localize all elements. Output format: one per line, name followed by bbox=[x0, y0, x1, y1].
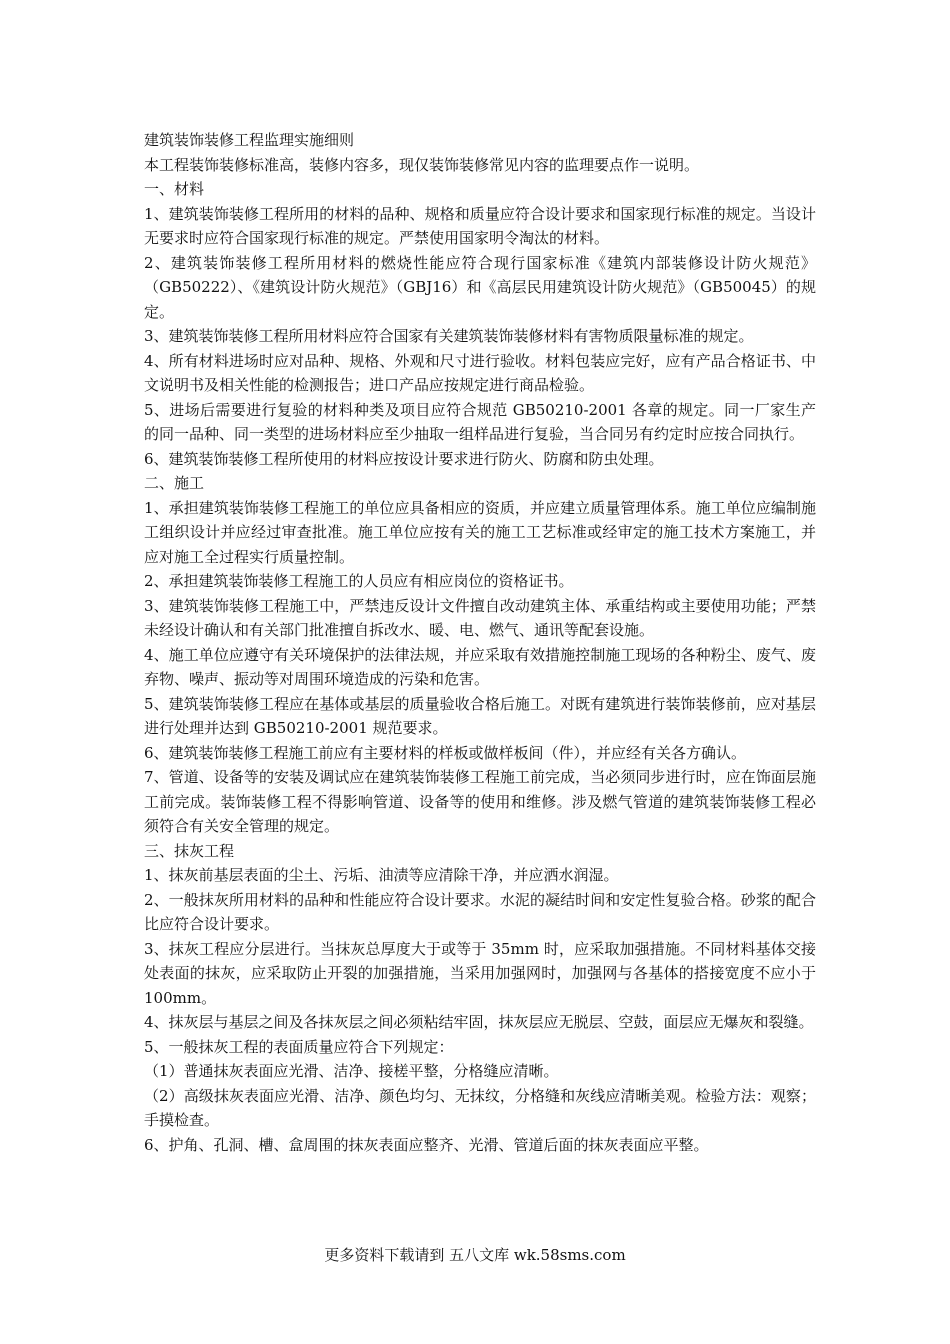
paragraph: 3、建筑装饰装修工程所用材料应符合国家有关建筑装饰装修材料有害物质限量标准的规定。 bbox=[144, 327, 754, 345]
paragraph: 1、承担建筑装饰装修工程施工的单位应具备相应的资质，并应建立质量管理体系。施工单位应编制施工组织设计并应经过审查批准。施工单位应按有关的施工工艺标准或经审定的施工技术方案施工，并应对施工全过程实行质量控制。 bbox=[144, 498, 816, 566]
paragraph: 2、一般抹灰所用材料的品种和性能应符合设计要求。水泥的凝结时间和安定性复验合格。砂浆的配合比应符合设计要求。 bbox=[144, 890, 816, 933]
paragraph: 5、建筑装饰装修工程应在基体或基层的质量验收合格后施工。对既有建筑进行装饰装修前，应对基层进行处理并达到 GB50210-2001 规范要求。 bbox=[144, 694, 816, 737]
paragraph: （2）高级抹灰表面应光滑、洁净、颜色均匀、无抹纹，分格缝和灰线应清晰美观。检验方法：观察；手摸检查。 bbox=[144, 1086, 816, 1129]
section-heading: 二、施工 bbox=[144, 474, 205, 492]
paragraph: 5、进场后需要进行复验的材料种类及项目应符合规范 GB50210-2001 各章的规定。同一厂家生产的同一品种、同一类型的进场材料应至少抽取一组样品进行复验，当合同另有约定时应按合同执行。 bbox=[144, 400, 816, 443]
paragraph: （1）普通抹灰表面应光滑、洁净、接槎平整，分格缝应清晰。 bbox=[144, 1062, 559, 1080]
document-body bbox=[144, 128, 816, 1157]
paragraph: 1、抹灰前基层表面的尘土、污垢、油渍等应清除干净，并应洒水润湿。 bbox=[144, 866, 619, 884]
paragraph: 6、建筑装饰装修工程所使用的材料应按设计要求进行防火、防腐和防虫处理。 bbox=[144, 449, 664, 468]
document-title: 建筑装饰装修工程监理实施细则 bbox=[144, 131, 355, 149]
page-footer: 更多资料下载请到 五八文库 wk.58sms.com bbox=[324, 1246, 626, 1264]
section-heading: 一、材料 bbox=[144, 180, 205, 198]
section-heading: 三、抹灰工程 bbox=[144, 841, 235, 860]
paragraph: 2、建筑装饰装修工程所用材料的燃烧性能应符合现行国家标准《建筑内部装修设计防火规范》（GB50222）、《建筑设计防火规范》（GBJ16）和《高层民用建筑设计防火规范》（GB50045）的规定。 bbox=[144, 253, 816, 321]
paragraph: 3、建筑装饰装修工程施工中，严禁违反设计文件擅自改动建筑主体、承重结构或主要使用功能；严禁未经设计确认和有关部门批准擅自拆改水、暖、电、燃气、通讯等配套设施。 bbox=[144, 596, 816, 639]
paragraph: 6、建筑装饰装修工程施工前应有主要材料的样板或做样板间（件），并应经有关各方确认。 bbox=[144, 743, 747, 762]
paragraph: 1、建筑装饰装修工程所用的材料的品种、规格和质量应符合设计要求和国家现行标准的规定。当设计无要求时应符合国家现行标准的规定。严禁使用国家明令淘汰的材料。 bbox=[144, 204, 816, 247]
paragraph: 5、一般抹灰工程的表面质量应符合下列规定： bbox=[144, 1037, 454, 1056]
paragraph: 2、承担建筑装饰装修工程施工的人员应有相应岗位的资格证书。 bbox=[144, 572, 574, 590]
paragraph: 4、所有材料进场时应对品种、规格、外观和尺寸进行验收。材料包装应完好，应有产品合格证书、中文说明书及相关性能的检测报告；进口产品应按规定进行商品检验。 bbox=[144, 351, 816, 394]
paragraph: 4、抹灰层与基层之间及各抹灰层之间必须粘结牢固，抹灰层应无脱层、空鼓，面层应无爆灰和裂缝。 bbox=[144, 1013, 814, 1031]
paragraph: 6、护角、孔洞、槽、盒周围的抹灰表面应整齐、光滑、管道后面的抹灰表面应平整。 bbox=[144, 1135, 709, 1154]
paragraph: 3、抹灰工程应分层进行。当抹灰总厚度大于或等于 35mm 时，应采取加强措施。不同材料基体交接处表面的抹灰，应采取防止开裂的加强措施，当采用加强网时，加强网与各基体的搭接宽度不应小于 100mm。 bbox=[144, 939, 816, 1007]
paragraph: 7、管道、设备等的安装及调试应在建筑装饰装修工程施工前完成，当必须同步进行时，应在饰面层施工前完成。装饰装修工程不得影响管道、设备等的使用和维修。涉及燃气管道的建筑装饰装修工程必须符合有关安全管理的规定。 bbox=[144, 768, 816, 835]
paragraph: 本工程装饰装修标准高，装修内容多，现仅装饰装修常见内容的监理要点作一说明。 bbox=[144, 155, 700, 174]
paragraph: 4、施工单位应遵守有关环境保护的法律法规，并应采取有效措施控制施工现场的各种粉尘、废气、废弃物、噪声、振动等对周围环境造成的污染和危害。 bbox=[144, 645, 816, 688]
